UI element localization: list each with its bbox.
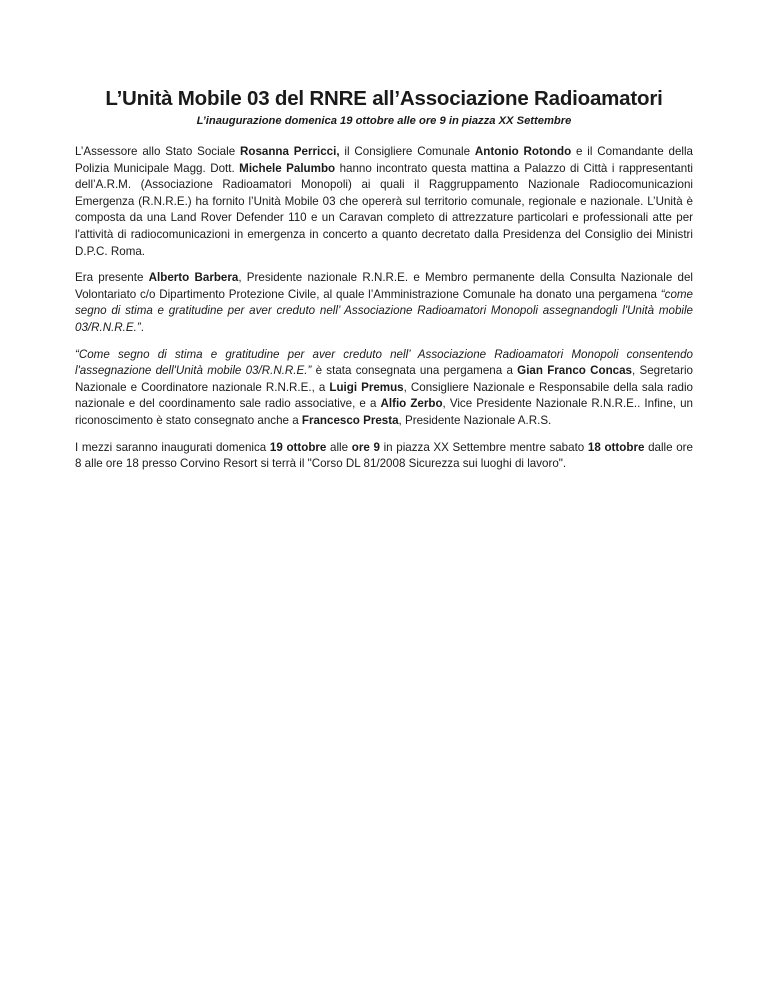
document-page xyxy=(75,86,693,473)
text-segment: , Consigliere Nazionale e Responsabile della sala radio nazionale e del coordinamento sale radio associative, e a xyxy=(75,380,693,411)
person-name-alfio-zerbo: Alfio Zerbo xyxy=(380,397,443,411)
document-title: L’Unità Mobile 03 del RNRE all’Associazione Radioamatori xyxy=(105,87,663,110)
text-segment: hanno incontrato questa mattina a Palazzo di Città i rappresentanti dell’A.R.M. (Associazione Radioamatori Monopoli) ai quali il Raggruppamento Nazionale Radiocomunicazioni Emergenza (R.N.R.E.) ha fornito l’Unità Mobile 03 che opererà sul territorio comunale, regionale e nazionale. L’Unità è composta da una Land Rover Defender 110 e un Caravan completo di attrezzature particolari e professionali atte per l'attività di radiocomunicazioni in emergenza in concerto a quanto decretato dalla Presidenza del Consiglio dei Ministri D.P.C. Roma. xyxy=(75,161,694,258)
text-segment: Era presente xyxy=(75,271,149,285)
event-date: 19 ottobre xyxy=(269,440,327,454)
person-name-alberto-barbera: Alberto Barbera xyxy=(148,271,239,285)
text-segment: , Segretario Nazionale e Coordinatore nazionale R.N.R.E., a xyxy=(75,364,693,394)
quote-text: “Come segno di stima e gratitudine per aver creduto nell’ Associazione Radioamatori Monopoli consentendo l'assegnazione dell'Unità mobile 03/R.N.R.E.” xyxy=(75,347,693,378)
paragraph-2 xyxy=(75,270,693,336)
paragraph-1 xyxy=(75,144,693,260)
person-name-michele-palumbo: Michele Palumbo xyxy=(239,161,336,175)
document-subtitle: L’inaugurazione domenica 19 ottobre alle ore 9 in piazza XX Settembre xyxy=(196,115,572,127)
person-name-rosanna-perricci: Rosanna Perricci, xyxy=(240,145,340,158)
text-segment: dalle ore 8 alle ore 18 presso Corvino Resort si terrà il "Corso DL 81/2008 Sicurezza sui luoghi di lavoro". xyxy=(75,440,693,471)
paragraph-4 xyxy=(75,440,693,473)
paragraph-3 xyxy=(75,347,693,430)
text-segment: e il Comandante della Polizia Municipale Magg. Dott. xyxy=(75,145,693,175)
text-segment: , Presidente nazionale R.N.R.E. e Membro permanente della Consulta Nazionale del Volontariato c/o Dipartimento Protezione Civile, al quale l’Amministrazione Comunale ha donato una pergamena xyxy=(75,271,693,301)
text-segment: il Consigliere Comunale xyxy=(339,145,475,158)
text-segment: alle xyxy=(326,440,352,454)
person-name-gian-franco-concas: Gian Franco Concas xyxy=(517,364,633,378)
text-segment: . xyxy=(140,320,144,334)
text-segment: in piazza XX Settembre mentre sabato xyxy=(379,440,588,454)
quote-text: “come segno di stima e gratitudine per aver creduto nell’ Associazione Radioamatori Monopoli assegnandogli l'Unità mobile 03/R.N.R.E.” xyxy=(75,287,693,334)
person-name-luigi-premus: Luigi Premus xyxy=(329,380,404,394)
text-segment: , Vice Presidente Nazionale R.N.R.E.. Infine, un riconoscimento è stato consegnato anche a xyxy=(75,397,693,427)
text-segment: , Presidente Nazionale A.R.S. xyxy=(398,413,552,427)
person-name-antonio-rotondo: Antonio Rotondo xyxy=(474,145,572,158)
text-segment: L’Assessore allo Stato Sociale xyxy=(75,145,240,158)
event-time: ore 9 xyxy=(351,440,380,454)
course-date: 18 ottobre xyxy=(587,440,645,454)
person-name-francesco-presta: Francesco Presta xyxy=(301,413,399,427)
text-segment: I mezzi saranno inaugurati domenica xyxy=(75,440,270,454)
text-segment: è stata consegnata una pergamena a xyxy=(311,364,518,378)
